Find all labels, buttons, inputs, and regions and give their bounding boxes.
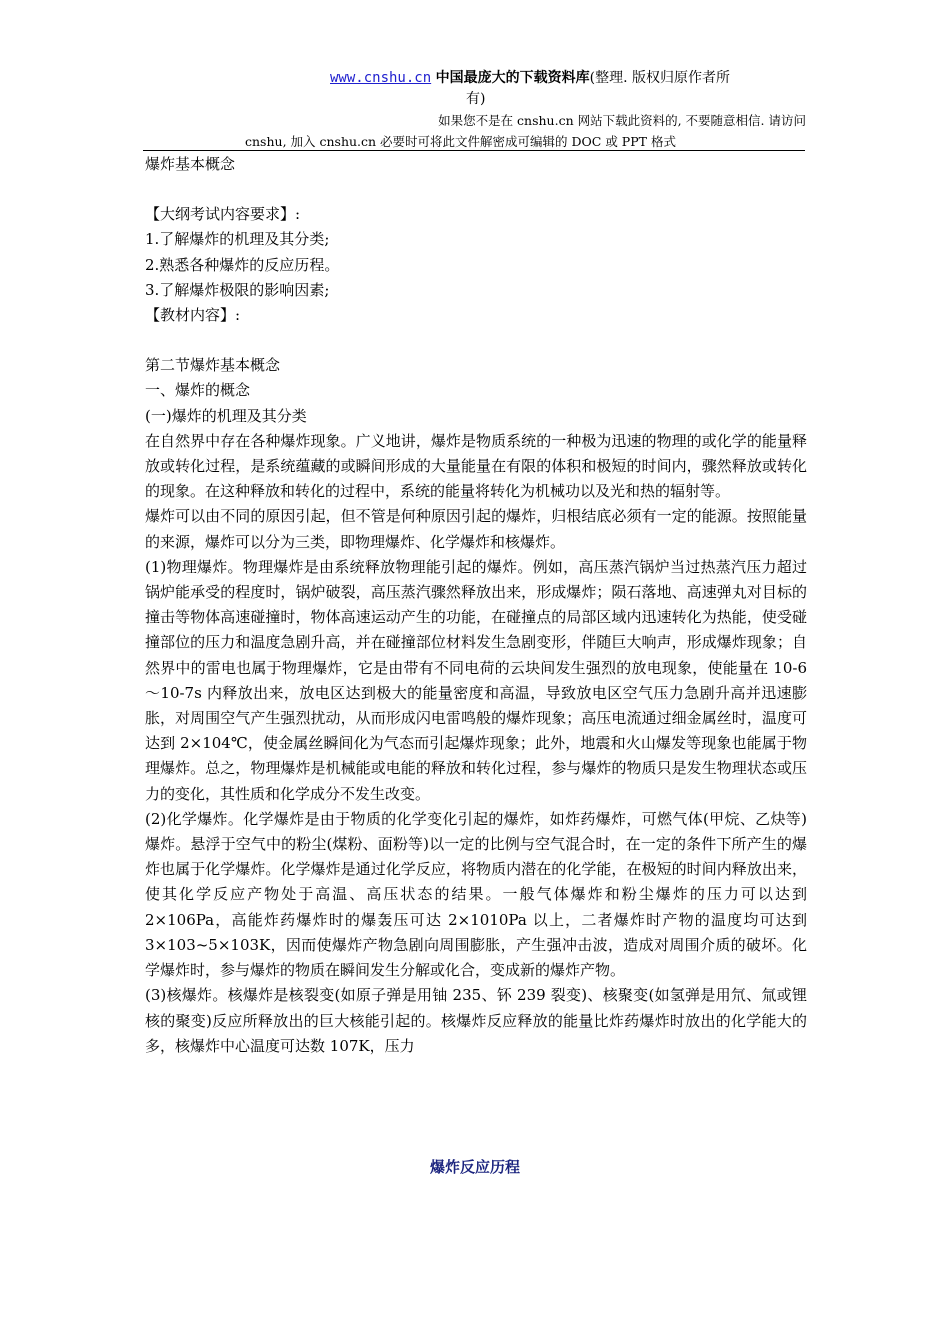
body-paragraph: 爆炸可以由不同的原因引起，但不管是何种原因引起的爆炸，归根结底必须有一定的能源。按照能量的来源，爆炸可以分为三类，即物理爆炸、化学爆炸和核爆炸。 xyxy=(145,507,807,551)
syllabus-item: 3.了解爆炸极限的影响因素; xyxy=(145,280,330,299)
site-note: (整理. 版权归原作者所 xyxy=(589,70,730,86)
document-body xyxy=(145,152,807,1059)
spacer xyxy=(145,328,807,353)
site-url-link[interactable]: www.cnshu.cn xyxy=(330,70,432,86)
header-notice-line-2: cnshu, 加入 cnshu.cn 必要时可将此文件解密成可编辑的 DOC 或 PPT 格式 xyxy=(245,134,676,149)
subsection-title: 一、爆炸的概念 xyxy=(145,381,251,400)
syllabus-item: 1.了解爆炸的机理及其分类; xyxy=(145,230,330,249)
body-paragraph: (3)核爆炸。核爆炸是核裂变(如原子弹是用铀 235、钚 239 裂变)、核聚变(如氢弹是用氘、氚或锂核的聚变)反应所释放出的巨大核能引起的。核爆炸反应释放的能量比炸药爆炸时放出的化学能大的多，核爆炸中心温度可达数 107K，压力 xyxy=(145,986,807,1055)
document-title: 爆炸基本概念 xyxy=(145,155,236,173)
syllabus-heading: 【大纲考试内容要求】: xyxy=(145,205,301,224)
subsection-title: (一)爆炸的机理及其分类 xyxy=(145,406,307,425)
header-notice-line-1: 如果您不是在 cnshu.cn 网站下载此资料的, 不要随意相信. 请访问 xyxy=(438,113,806,128)
spacer xyxy=(145,177,807,202)
section-title: 第二节爆炸基本概念 xyxy=(145,356,281,375)
body-paragraph: (1)物理爆炸。物理爆炸是由系统释放物理能引起的爆炸。例如，高压蒸汽锅炉当过热蒸汽压力超过锅炉能承受的程度时，锅炉破裂，高压蒸汽骤然释放出来，形成爆炸；陨石落地、高速弹丸对目标的撞击等物体高速碰撞时，物体高速运动产生的功能，在碰撞点的局部区域内迅速转化为热能，使受碰撞部位的压力和温度急剧升高，并在碰撞部位材料发生急剧变形，伴随巨大响声，形成爆炸现象；自然界中的雷电也属于物理爆炸，它是由带有不同电荷的云块间发生强烈的放电现象，使能量在 10-6～10-7s 内释放出来，放电区达到极大的能量密度和高温，导致放电区空气压力急剧升高并迅速膨胀，对周围空气产生强烈扰动，从而形成闪电雷鸣般的爆炸现象；高压电流通过细金属丝时，温度可达到 2×104℃，使金属丝瞬间化为气态而引起爆炸现象；此外，地震和火山爆发等现象也能属于物理爆炸。总之，物理爆炸是机械能或电能的释放和转化过程，参与爆炸的物质只是发生物理状态或压力的变化，其性质和化学成分不发生改变。 xyxy=(145,557,807,803)
site-note-continued: 有) xyxy=(466,91,486,107)
body-paragraph: (2)化学爆炸。化学爆炸是由于物质的化学变化引起的爆炸，如炸药爆炸，可燃气体(甲烷、乙炔等)爆炸。悬浮于空气中的粉尘(煤粉、面粉等)以一定的比例与空气混合时，在一定的条件下所产生的爆炸也属于化学爆炸。化学爆炸是通过化学反应，将物质内潜在的化学能，在极短的时间内释放出来，使其化学反应产物处于高温、高压状态的结果。一般气体爆炸和粉尘爆炸的压力可以达到 2×106Pa，高能炸药爆炸时的爆轰压可达 2×1010Pa 以上，二者爆炸时产物的温度均可达到 3×103~5×103K，因而使爆炸产物急剧向周围膨胀，产生强冲击波，造成对周围介质的破坏。化学爆炸时，参与爆炸的物质在瞬间发生分解或化合，变成新的爆炸产物。 xyxy=(145,809,807,980)
next-section-link[interactable]: 爆炸反应历程 xyxy=(429,1158,520,1176)
site-name: 中国最庞大的下载资料库 xyxy=(435,70,590,86)
header-notice xyxy=(240,110,806,152)
textbook-heading: 【教材内容】: xyxy=(145,306,241,325)
syllabus-item: 2.熟悉各种爆炸的反应历程。 xyxy=(145,255,340,274)
header-divider xyxy=(143,150,805,151)
page-header xyxy=(330,68,810,88)
body-paragraph: 在自然界中存在各种爆炸现象。广义地讲，爆炸是物质系统的一种极为迅速的物理的或化学的能量释放或转化过程，是系统蕴藏的或瞬间形成的大量能量在有限的体积和极短的时间内，骤然释放或转化的现象。在这种释放和转化的过程中，系统的能量将转化为机械功以及光和热的辐射等。 xyxy=(145,431,807,501)
